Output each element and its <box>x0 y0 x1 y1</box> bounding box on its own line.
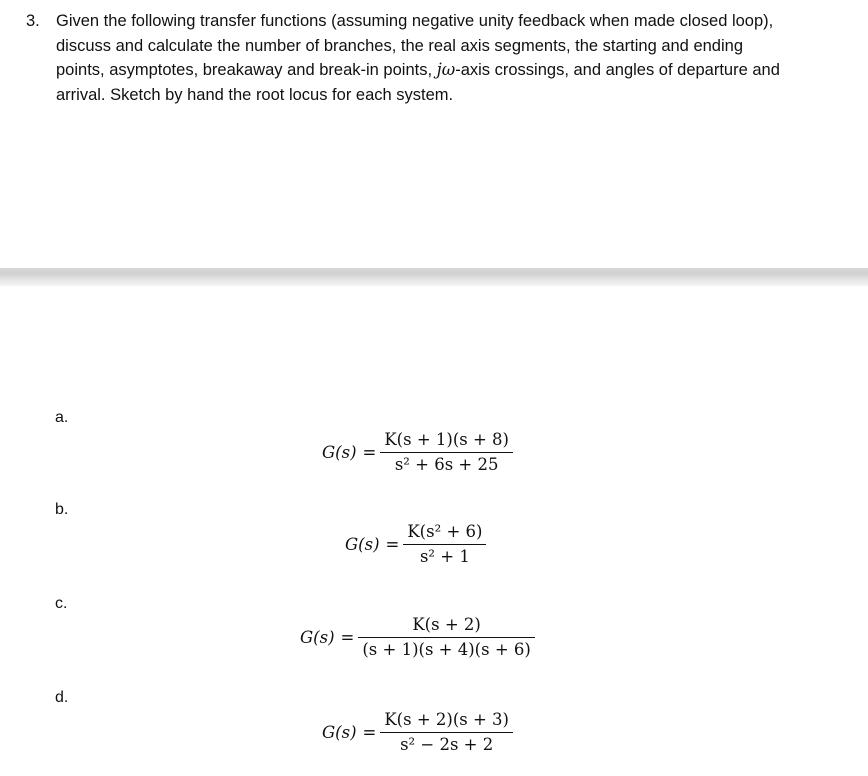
equation-a-numerator: K(s + 1)(s + 8) <box>384 430 509 449</box>
equation-c-lhs: G(s) <box>300 628 335 647</box>
equation-d-numerator: K(s + 2)(s + 3) <box>384 710 509 729</box>
equation-a-lhs: G(s) <box>322 443 357 462</box>
question-text-part-2: -axis crossings, and angles of departure and arrival. Sketch by hand the root locus for each system. <box>56 61 780 104</box>
equation-b-denominator: s² + 1 <box>419 547 470 566</box>
equation-c-fraction-bar <box>358 637 534 638</box>
equation-b <box>345 521 486 568</box>
equation-a-fraction <box>380 429 513 476</box>
equation-d-lhs: G(s) <box>322 723 357 742</box>
equation-d-denominator: s² − 2s + 2 <box>400 735 494 754</box>
equation-c <box>300 614 535 661</box>
equation-d <box>322 709 513 756</box>
part-label-c: c. <box>55 595 68 612</box>
equation-b-equals: = <box>385 535 400 554</box>
question-text <box>56 9 786 107</box>
equation-b-fraction-bar <box>403 544 486 545</box>
question-number: 3. <box>26 12 40 30</box>
equation-c-fraction <box>358 614 534 661</box>
equation-d-fraction-bar <box>380 732 513 733</box>
equation-a-fraction-bar <box>380 452 513 453</box>
equation-c-equals: = <box>340 628 355 647</box>
question-text-part-1: Given the following transfer functions (assuming negative unity feedback when made closed loop), discuss and calculate the number of branches, the real axis segments, the starting and ending points, asymptotes, breakaway and break-in points, <box>56 12 774 79</box>
j-omega-symbol: jω <box>436 60 456 79</box>
equation-b-lhs: G(s) <box>345 535 380 554</box>
part-label-d: d. <box>55 689 69 706</box>
equation-d-equals: = <box>362 723 377 742</box>
equation-b-fraction <box>403 521 486 568</box>
equation-d-fraction <box>380 709 513 756</box>
equation-a-equals: = <box>362 443 377 462</box>
equation-a <box>322 429 513 476</box>
part-label-b: b. <box>55 501 69 518</box>
equation-c-numerator: K(s + 2) <box>412 615 481 634</box>
part-label-a: a. <box>55 409 69 426</box>
page-divider <box>0 268 868 286</box>
equation-b-numerator: K(s² + 6) <box>407 522 483 541</box>
equation-a-denominator: s² + 6s + 25 <box>394 455 499 474</box>
equation-c-denominator: (s + 1)(s + 4)(s + 6) <box>362 640 531 659</box>
